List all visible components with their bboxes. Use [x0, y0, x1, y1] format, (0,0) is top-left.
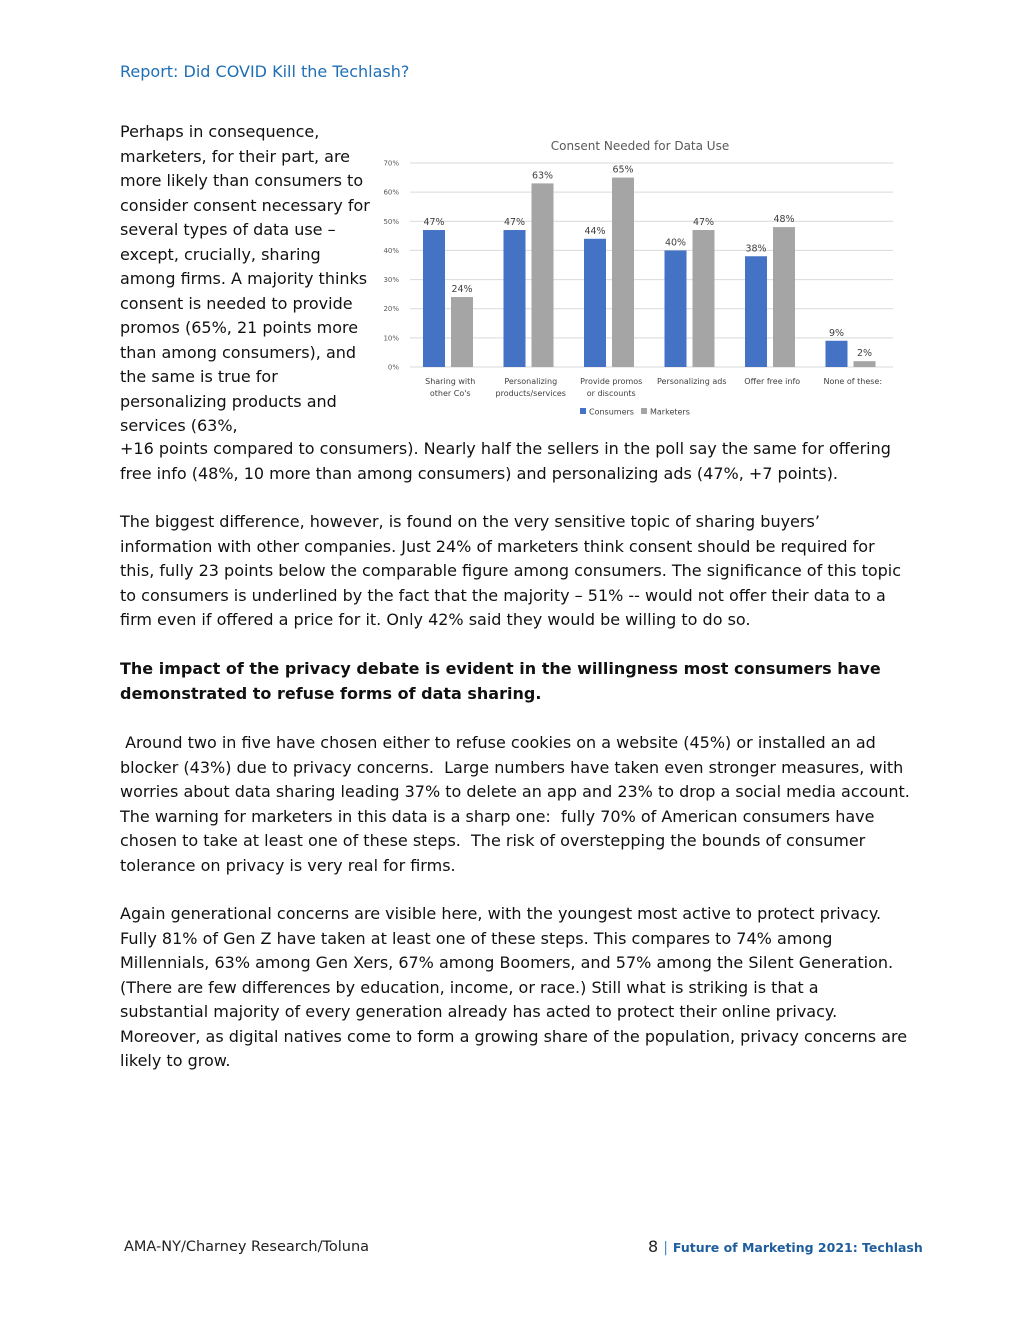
- data-label: 65%: [612, 164, 634, 176]
- y-tick-label: 60%: [383, 188, 399, 197]
- category-label: Offer free info: [744, 377, 801, 386]
- data-label: 47%: [503, 217, 526, 229]
- data-label: 9%: [828, 327, 845, 339]
- legend-swatch: [580, 408, 586, 414]
- data-label: 48%: [773, 214, 795, 226]
- page-number: 8: [648, 1237, 659, 1256]
- bar-consumers: [665, 250, 687, 367]
- data-label: 63%: [531, 170, 554, 182]
- category-label: other Co's: [429, 389, 471, 398]
- footer-separator: |: [663, 1240, 668, 1256]
- paragraph-1-wrapped: [120, 120, 370, 439]
- bar-consumers: [584, 239, 606, 367]
- paragraph-2: The biggest difference, however, is found on the very sensitive topic of sharing buyers’ information with other companies. Just 24% of marketers think consent should be required for this, fully 23 points below the comparable figure among consumers. The significance of this topic to consumers is underlined by the fact that the majority – 51% -- would not offer their data to a firm even if offered a price for it. Only 42% said they would be willing to do so.: [120, 512, 902, 629]
- bar-marketers: [612, 178, 634, 367]
- footer-page-info: [648, 1237, 923, 1256]
- bar-consumers: [504, 230, 526, 367]
- y-tick-label: 30%: [383, 276, 399, 285]
- data-label: 40%: [664, 237, 687, 249]
- bar-marketers: [693, 230, 715, 367]
- category-label: Personalizing ads: [657, 377, 727, 386]
- bar-marketers: [854, 361, 876, 367]
- data-label: 24%: [451, 284, 473, 296]
- footer-source: AMA-NY/Charney Research/Toluna: [124, 1239, 370, 1255]
- legend-label: Consumers: [589, 407, 634, 417]
- paragraph-4: Around two in five have chosen either to refuse cookies on a website (45%) or installed an ad blocker (43%) due to privacy concerns. Large numbers have taken even stronger measures, with worries about data sharing leading 37% to delete an app and 23% to drop a social media account. The warning for marketers in this data is a sharp one: fully 70% of American consumers have chosen to take at least one of these steps. The risk of overstepping the bounds of consumer tolerance on privacy is very real for firms.: [120, 733, 921, 875]
- data-label: 2%: [856, 348, 873, 360]
- y-tick-label: 40%: [383, 246, 399, 255]
- footer-doc-title: Future of Marketing 2021: Techlash: [672, 1240, 923, 1255]
- y-tick-label: 0%: [387, 363, 399, 372]
- category-label: None of these:: [823, 377, 883, 386]
- paragraph-3-bold: The impact of the privacy debate is evident in the willingness most consumers have demonstrated to refuse forms of data sharing.: [120, 659, 881, 703]
- bar-consumers: [826, 341, 848, 367]
- bar-marketers: [532, 183, 554, 367]
- consent-chart: [378, 134, 898, 424]
- y-tick-label: 10%: [383, 334, 399, 343]
- bar-consumers: [423, 230, 445, 367]
- data-label: 47%: [423, 217, 445, 229]
- paragraph-text: Perhaps in consequence, marketers, for their part, are more likely than consumers to consider consent necessary for several types of data use – except, crucially, sharing among firms. A majority thinks consent is needed to provide promos (65%, 21 points more than among consumers), and the same is true for personalizing products and services (63%,: [120, 122, 370, 435]
- category-label: Sharing with: [425, 377, 476, 386]
- legend-swatch: [641, 408, 647, 414]
- bar-consumers: [745, 256, 767, 367]
- category-label: products/services: [495, 389, 566, 398]
- legend-label: Marketers: [650, 407, 690, 417]
- chart-title: Consent Needed for Data Use: [550, 139, 730, 153]
- category-label: Personalizing: [504, 377, 558, 386]
- report-title: Report: Did COVID Kill the Techlash?: [120, 62, 410, 81]
- paragraph-1-continued: +16 points compared to consumers). Nearly half the sellers in the poll say the same for offering free info (48%, 10 more than among consumers) and personalizing ads (47%, +7 points).: [120, 439, 891, 483]
- y-tick-label: 20%: [383, 305, 399, 314]
- category-label: or discounts: [586, 389, 636, 398]
- y-tick-label: 70%: [383, 159, 399, 168]
- data-label: 47%: [692, 217, 715, 229]
- data-label: 44%: [584, 225, 606, 237]
- y-tick-label: 50%: [383, 217, 399, 226]
- bar-marketers: [773, 227, 795, 367]
- category-label: Provide promos: [580, 377, 643, 386]
- data-label: 38%: [745, 243, 767, 255]
- bar-marketers: [451, 297, 473, 367]
- paragraph-5: Again generational concerns are visible here, with the youngest most active to protect privacy. Fully 81% of Gen Z have taken at least one of these steps. This compares to 74% among Millennials, 63% among Gen Xers, 67% among Boomers, and 57% among the Silent Generation. (There are few differences by education, income, or race.) Still what is striking is that a substantial majority of every generation already has acted to protect their online privacy. Moreover, as digital natives come to form a growing share of the population, privacy concerns are likely to grow.: [120, 904, 908, 1070]
